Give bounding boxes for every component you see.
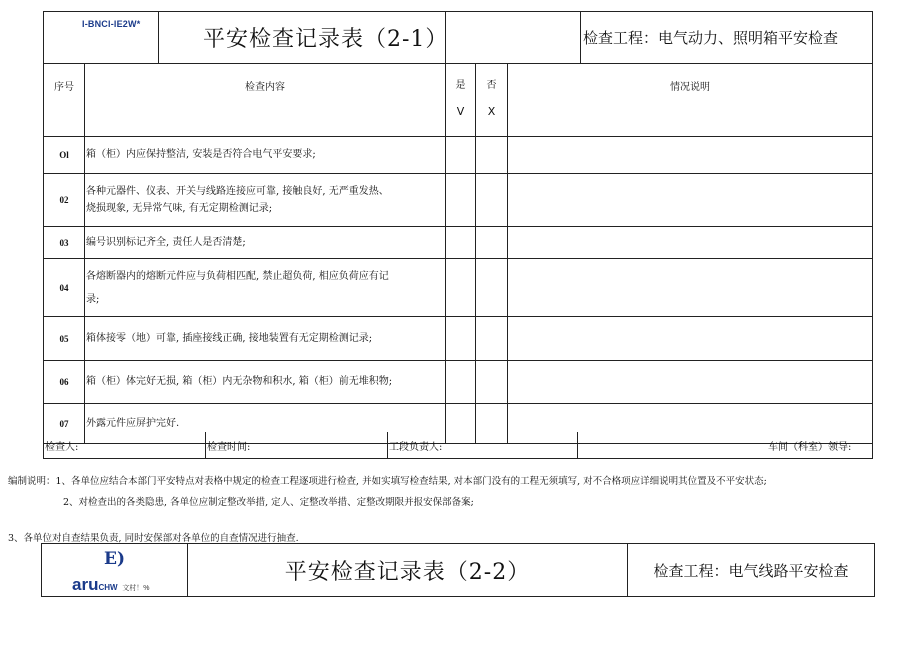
table-row: 04 各熔断器内的熔断元件应与负荷相匹配, 禁止超负荷, 相应负荷应有记 录;: [44, 259, 873, 317]
no-cell[interactable]: [476, 174, 508, 227]
remarks-cell[interactable]: [508, 174, 873, 227]
header-remarks: 情况说明: [508, 64, 873, 137]
yes-cell[interactable]: [446, 361, 476, 404]
remarks-cell[interactable]: [508, 137, 873, 174]
inspector-field[interactable]: 检查人:: [44, 432, 206, 459]
inspection-project-2: 检查工程：电气线路平安检查: [628, 544, 875, 597]
inspection-time-field[interactable]: 检查时间:: [206, 432, 388, 459]
form-title-2: 平安检查记录表（2-2）: [188, 544, 628, 597]
yes-check-mark: V: [456, 105, 465, 118]
note-line-2: 2、对检查出的各类隐患, 各单位应制定整改举措, 定人、定整改举措、定整改期限并报安保部备案;: [63, 497, 474, 508]
remarks-cell[interactable]: [508, 227, 873, 259]
table-row: 07 外露元件应屏护完好.: [44, 404, 873, 444]
no-cell[interactable]: [476, 227, 508, 259]
logo-text: I-BNCl-lE2W*: [82, 19, 141, 29]
section-lead-field[interactable]: 工段负责人:: [388, 432, 578, 459]
no-cell[interactable]: [476, 317, 508, 361]
yes-cell[interactable]: [446, 174, 476, 227]
yes-cell[interactable]: [446, 227, 476, 259]
inspection-form-2-1: [43, 11, 873, 444]
note-line-3: 3、各单位对自查结果负责, 同时安保部对各单位的自查情况进行抽查.: [8, 533, 299, 544]
table-row: 02 各种元器件、仪表、开关与线路连接应可靠, 接触良好, 无严重发热、 烧损现象, 无异常气味, 有无定期检测记录;: [44, 174, 873, 227]
form-header-row: [44, 12, 873, 64]
column-header-row: [44, 64, 873, 137]
yes-cell[interactable]: [446, 317, 476, 361]
header-content: 检查内容: [85, 64, 446, 137]
note-line-1: 编制说明：1、各单位应结合本部门平安特点对表格中规定的检查工程逐项进行检查, 并如实填写检查结果, 对本部门没有的工程无须填写, 对不合格项应详细说明其位置及不平安状态;: [8, 476, 767, 487]
inspection-project: 检查工程：电气动力、照明箱平安检查: [581, 12, 873, 64]
header-no: 否 X: [476, 64, 508, 137]
company-logo: [44, 12, 159, 63]
no-cell[interactable]: [476, 259, 508, 317]
table-row: 06 箱（柜）体完好无损, 箱（柜）内无杂物和积水, 箱（柜）前无堆积物;: [44, 361, 873, 404]
table-row: Ol 箱（柜）内应保持整洁, 安装是否符合电气平安要求;: [44, 137, 873, 174]
yes-cell[interactable]: [446, 137, 476, 174]
no-cell[interactable]: [476, 361, 508, 404]
no-cell[interactable]: [476, 137, 508, 174]
form-title: 平安检查记录表（2-1）: [203, 27, 449, 52]
inspection-form-2-2: [41, 543, 875, 597]
logo-wordmark: aruCHW 文村！%: [72, 575, 150, 594]
no-cross-mark: X: [487, 105, 496, 118]
company-logo-2: [42, 544, 188, 597]
logo-mark: E): [104, 549, 126, 569]
remarks-cell[interactable]: [508, 259, 873, 317]
remarks-cell[interactable]: [508, 317, 873, 361]
table-row: 05 箱体接零（地）可靠, 插座接线正确, 接地装置有无定期检测记录;: [44, 317, 873, 361]
signature-row: [43, 432, 873, 459]
workshop-lead-field[interactable]: 车间（科室）领导:: [578, 432, 873, 459]
yes-cell[interactable]: [446, 259, 476, 317]
header-yes: 是 V: [446, 64, 476, 137]
table-row: 03 编号识别标记齐全, 责任人是否清楚;: [44, 227, 873, 259]
header-seq: 序号: [44, 64, 85, 137]
remarks-cell[interactable]: [508, 361, 873, 404]
